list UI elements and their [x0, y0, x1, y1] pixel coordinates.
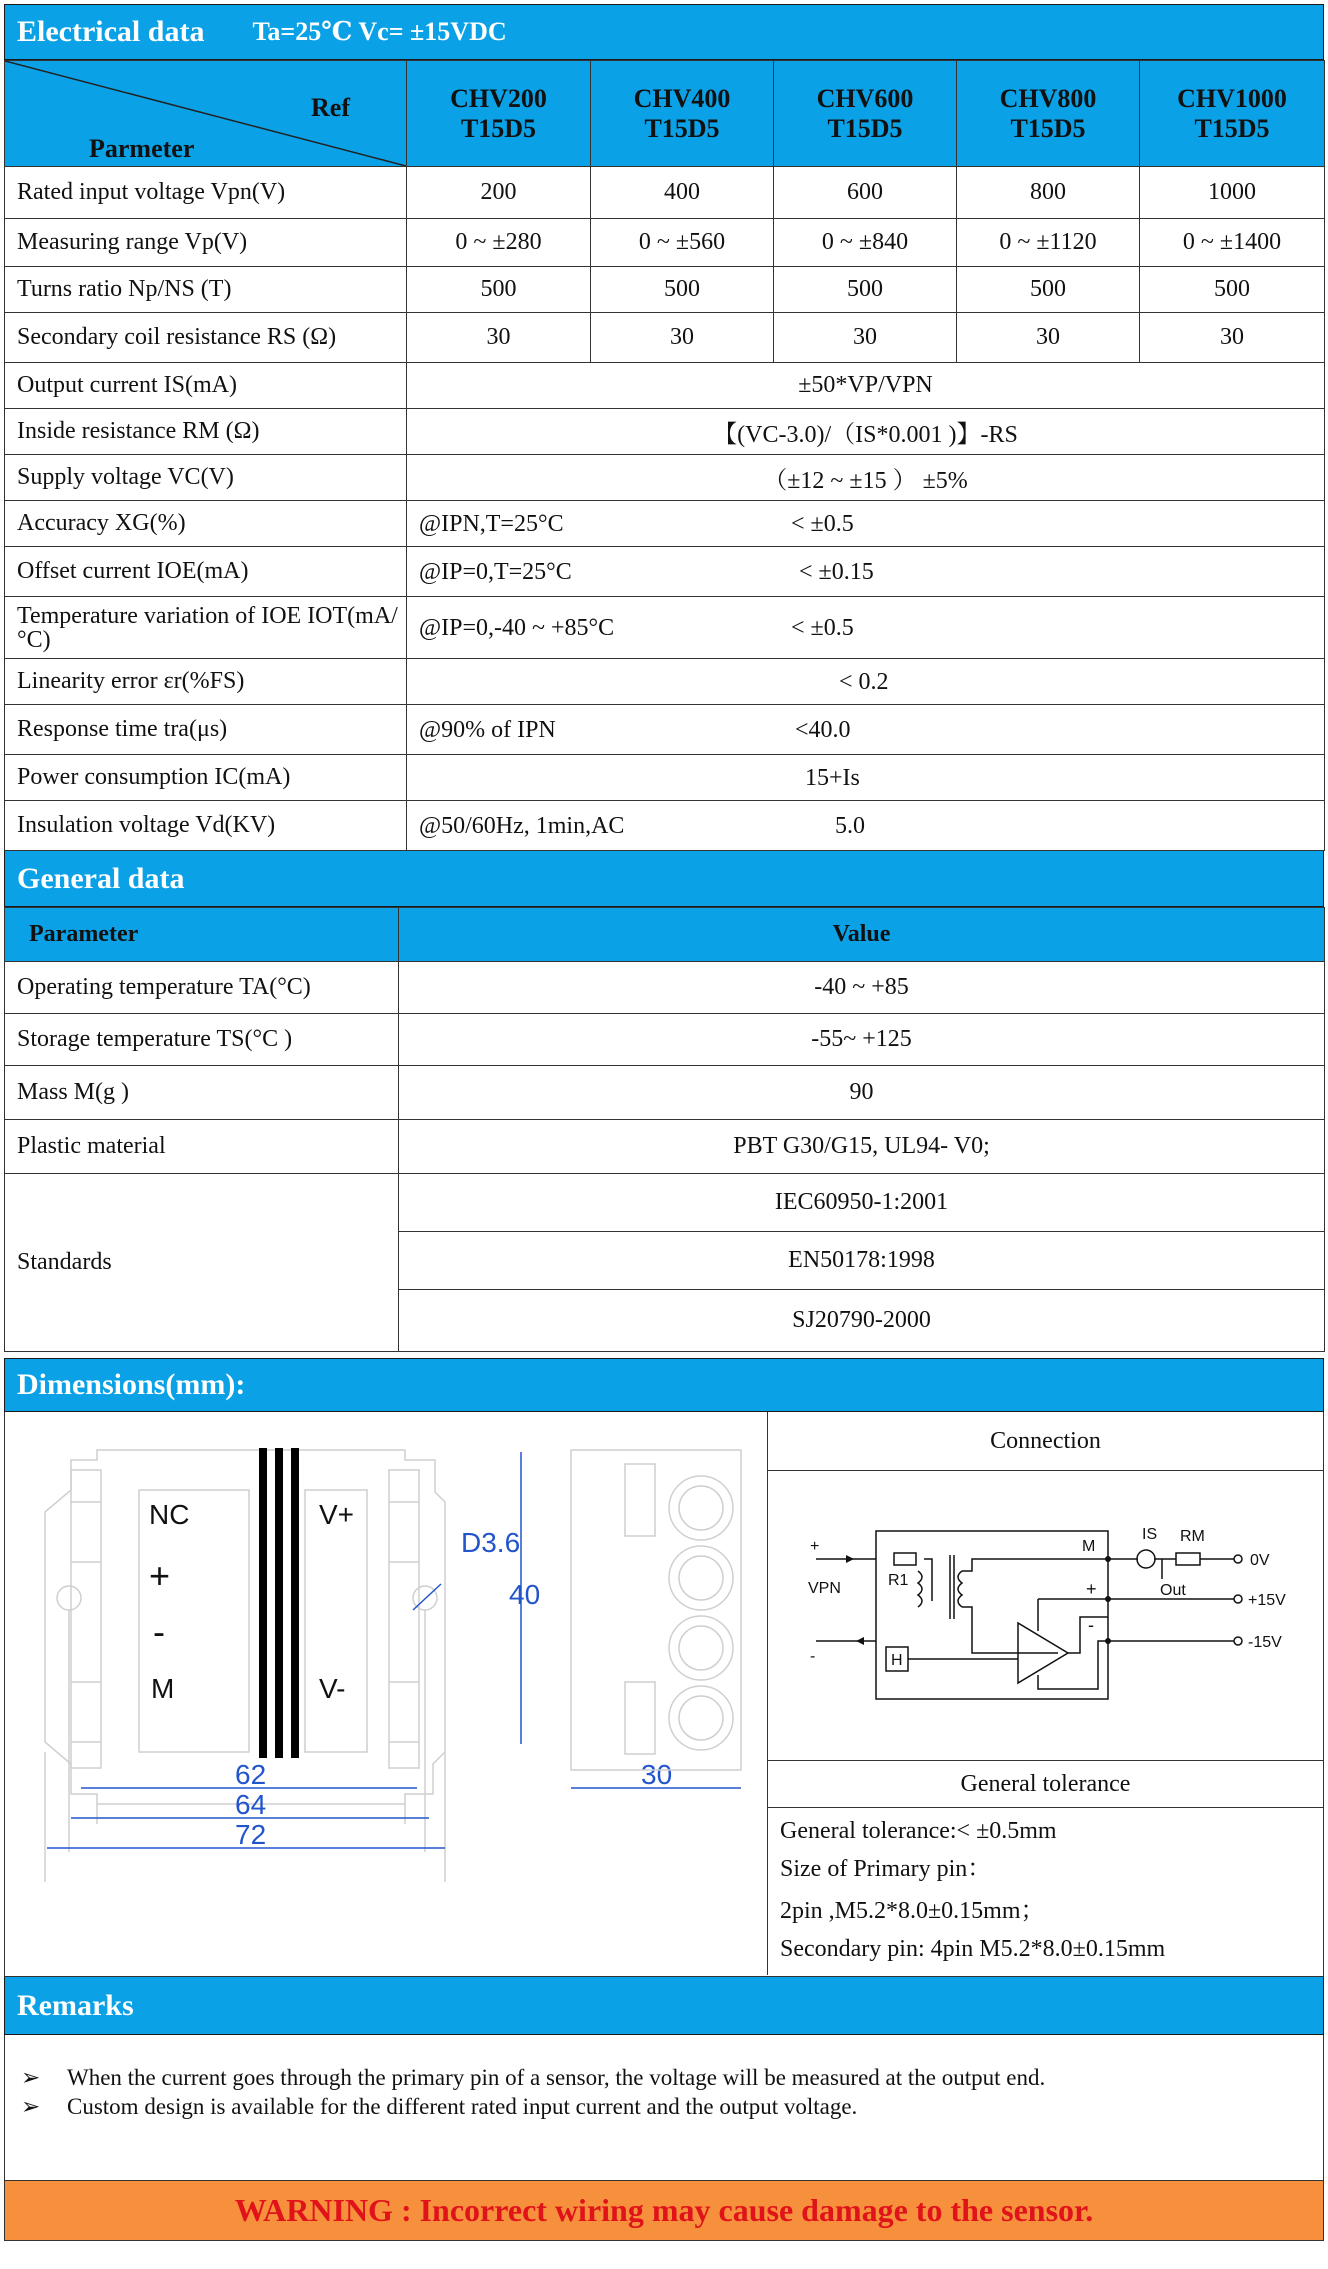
row-label: Supply voltage VC(V): [5, 455, 407, 501]
general-header: [4, 851, 1324, 907]
depth-label: 30: [641, 1759, 673, 1790]
electrical-title: Electrical data: [17, 15, 205, 48]
table-row: [5, 547, 1325, 597]
cell-value: （±12 ~ ±15 ） ±5%: [407, 455, 1325, 501]
row-label: Plastic material: [5, 1120, 399, 1174]
dimensions-section: [4, 1412, 1324, 1977]
model-header: CHV400 T15D5: [591, 61, 774, 167]
electrical-header: [4, 4, 1324, 60]
standard-item: IEC60950-1:2001: [399, 1174, 1325, 1232]
schem-op-minus: -: [1088, 1615, 1094, 1635]
row-label: Mass M(g ): [5, 1066, 399, 1120]
cell-value: 0 ~ ±560: [591, 219, 774, 267]
cell-value: 500: [407, 267, 591, 313]
schem-out: Out: [1160, 1582, 1186, 1599]
cell-value: -55~ +125: [399, 1014, 1325, 1066]
row-label: Rated input voltage Vpn(V): [5, 167, 407, 219]
electrical-header-row: [5, 61, 1325, 167]
value-text: < ±0.5: [791, 615, 854, 641]
condition-text: @IPN,T=25°C: [419, 511, 564, 537]
schem-is: IS: [1142, 1526, 1158, 1543]
list-item: [5, 2092, 1323, 2121]
table-row: [5, 755, 1325, 801]
bullet-icon: ➢: [21, 2065, 41, 2090]
pin-label-vplus: V+: [319, 1499, 355, 1530]
table-row: [5, 219, 1325, 267]
schem-vpn: VPN: [808, 1580, 841, 1597]
standards-label: Standards: [5, 1174, 399, 1352]
standard-item: SJ20790-2000: [399, 1290, 1325, 1352]
value-text: 5.0: [835, 813, 865, 839]
cell-value: 500: [591, 267, 774, 313]
table-row: [5, 267, 1325, 313]
remarks-body: [4, 2035, 1324, 2181]
cell-value: 30: [774, 313, 957, 363]
table-row: [5, 363, 1325, 409]
row-label: Output current IS(mA): [5, 363, 407, 409]
dimensions-title: Dimensions(mm):: [17, 1368, 246, 1401]
table-row: [5, 801, 1325, 851]
cell-value: 1000: [1140, 167, 1325, 219]
general-header-row: [5, 908, 1325, 962]
model-header: CHV600 T15D5: [774, 61, 957, 167]
cell-value: [407, 755, 1325, 801]
col-param: Parameter: [5, 908, 399, 962]
connection-title: Connection: [768, 1412, 1323, 1471]
table-row: [5, 501, 1325, 547]
tolerance-line: General tolerance:< ±0.5mm: [780, 1818, 1057, 1844]
schem-plus: +: [810, 1538, 820, 1555]
pin-label-minus: -: [153, 1611, 165, 1652]
schem-h: H: [891, 1652, 903, 1669]
pin-label-plus: +: [149, 1555, 171, 1596]
table-row: [5, 659, 1325, 705]
electrical-condition: Ta=25℃ Vc= ±15VDC: [252, 17, 507, 46]
table-row: [5, 597, 1325, 659]
model-header: CHV200 T15D5: [407, 61, 591, 167]
row-label: Measuring range Vp(V): [5, 219, 407, 267]
remarks-header: [4, 1977, 1324, 2035]
cell-value: ±50*VP/VPN: [407, 363, 1325, 409]
row-label: Linearity error εr(%FS): [5, 659, 407, 705]
table-row: [5, 705, 1325, 755]
cell-value: [407, 705, 1325, 755]
model-header: CHV1000 T15D5: [1140, 61, 1325, 167]
row-label: Inside resistance RM (Ω): [5, 409, 407, 455]
dimensions-header: [4, 1358, 1324, 1412]
row-label: Accuracy XG(%): [5, 501, 407, 547]
remark-text: Custom design is available for the different rated input current and the output voltage.: [67, 2094, 858, 2119]
table-row: [5, 409, 1325, 455]
pin-label-m: M: [151, 1673, 175, 1704]
width-62-label: 62: [235, 1759, 267, 1790]
connection-schematic: [768, 1471, 1320, 1761]
value-text: < 0.2: [839, 669, 889, 695]
table-row: [5, 1066, 1325, 1120]
cell-value: 30: [407, 313, 591, 363]
remarks-title: Remarks: [17, 1988, 134, 2022]
corner-ref: Ref: [311, 93, 350, 122]
table-row: [5, 1174, 1325, 1232]
tolerance-line: Size of Primary pin：: [780, 1856, 992, 1882]
schem-minus15: -15V: [1248, 1634, 1282, 1651]
tolerance-title: General tolerance: [768, 1760, 1323, 1808]
table-row: [5, 1120, 1325, 1174]
schem-op-plus: +: [1086, 1579, 1097, 1599]
connection-panel: [767, 1412, 1323, 1975]
schem-m: M: [1082, 1538, 1096, 1555]
tolerance-text: [780, 1812, 1165, 1968]
cell-value: 0 ~ ±1120: [957, 219, 1140, 267]
corner-cell: [5, 61, 407, 167]
condition-text: @IP=0,T=25°C: [419, 559, 572, 585]
cell-value: 90: [399, 1066, 1325, 1120]
cell-value: 30: [957, 313, 1140, 363]
row-label: Storage temperature TS(°C ): [5, 1014, 399, 1066]
table-row: [5, 167, 1325, 219]
cell-value: PBT G30/G15, UL94- V0;: [399, 1120, 1325, 1174]
table-row: [5, 313, 1325, 363]
row-label: Response time tra(μs): [5, 705, 407, 755]
row-label: Turns ratio Np/NS (T): [5, 267, 407, 313]
electrical-table: [4, 60, 1325, 851]
pin-label-nc: NC: [149, 1499, 190, 1530]
corner-param: Parmeter: [89, 134, 195, 163]
row-label: Insulation voltage Vd(KV): [5, 801, 407, 851]
schem-rm: RM: [1180, 1528, 1205, 1545]
cell-value: 0 ~ ±1400: [1140, 219, 1325, 267]
cell-value: 400: [591, 167, 774, 219]
row-label: Operating temperature TA(°C): [5, 962, 399, 1014]
tolerance-line: 2pin ,M5.2*8.0±0.15mm；: [780, 1898, 1045, 1924]
col-value: Value: [399, 908, 1325, 962]
cell-value: 800: [957, 167, 1140, 219]
cell-value: [407, 801, 1325, 851]
width-72-label: 72: [235, 1819, 267, 1850]
cell-value: [407, 547, 1325, 597]
width-64-label: 64: [235, 1789, 267, 1820]
cell-value: 600: [774, 167, 957, 219]
bullet-icon: ➢: [21, 2094, 41, 2119]
cell-value: 500: [1140, 267, 1325, 313]
cell-value: 0 ~ ±280: [407, 219, 591, 267]
remark-text: When the current goes through the primary pin of a sensor, the voltage will be measured at the output end.: [67, 2065, 1046, 2090]
table-row: [5, 962, 1325, 1014]
value-text: < ±0.15: [799, 559, 874, 585]
cell-value: 500: [774, 267, 957, 313]
model-header: CHV800 T15D5: [957, 61, 1140, 167]
datasheet-page: [4, 4, 1324, 2241]
cell-value: 30: [1140, 313, 1325, 363]
condition-text: @50/60Hz, 1min,AC: [419, 813, 625, 839]
row-label: Temperature variation of IOE IOT(mA/°C): [5, 597, 407, 659]
cell-value: 200: [407, 167, 591, 219]
schem-minus: -: [810, 1648, 816, 1665]
cell-value: [407, 597, 1325, 659]
general-title: General data: [17, 861, 185, 895]
pin-label-vminus: V-: [319, 1673, 346, 1704]
warning-banner: WARNING : Incorrect wiring may cause damage to the sensor.: [4, 2181, 1324, 2241]
cell-value: -40 ~ +85: [399, 962, 1325, 1014]
cell-value: 【(VC-3.0)/（IS*0.001 )】-RS: [407, 409, 1325, 455]
cell-value: [407, 501, 1325, 547]
condition-text: @IP=0,-40 ~ +85°C: [419, 615, 615, 641]
table-row: [5, 455, 1325, 501]
tolerance-line: Secondary pin: 4pin M5.2*8.0±0.15mm: [780, 1936, 1166, 1962]
schem-plus15: +15V: [1248, 1592, 1286, 1609]
value-text: <40.0: [795, 717, 851, 743]
row-label: Secondary coil resistance RS (Ω): [5, 313, 407, 363]
hole-label: D3.6: [461, 1527, 521, 1558]
height-label: 40: [509, 1579, 541, 1610]
schem-r1: R1: [888, 1572, 909, 1589]
cell-value: 500: [957, 267, 1140, 313]
value-text: 15+Is: [805, 765, 860, 791]
mechanical-drawing: [5, 1412, 767, 1975]
standard-item: EN50178:1998: [399, 1232, 1325, 1290]
list-item: [5, 2063, 1323, 2092]
value-text: < ±0.5: [791, 511, 854, 537]
cell-value: 0 ~ ±840: [774, 219, 957, 267]
cell-value: [407, 659, 1325, 705]
cell-value: 30: [591, 313, 774, 363]
table-row: [5, 1014, 1325, 1066]
general-table: [4, 907, 1325, 1352]
schem-0v: 0V: [1250, 1552, 1270, 1569]
row-label: Power consumption IC(mA): [5, 755, 407, 801]
condition-text: @90% of IPN: [419, 717, 556, 743]
row-label: Offset current IOE(mA): [5, 547, 407, 597]
